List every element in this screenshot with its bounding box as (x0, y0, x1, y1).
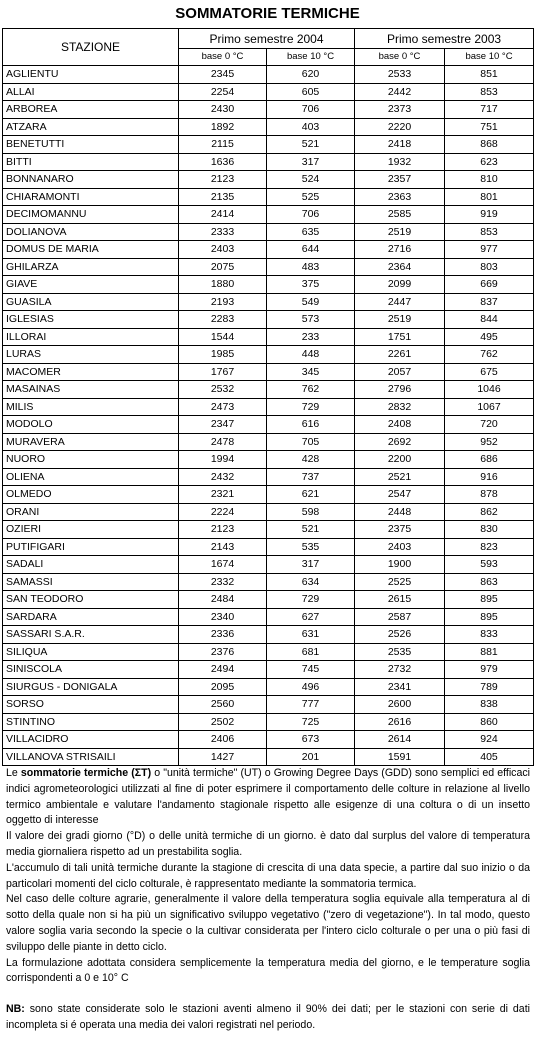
base0-2004-cell: 2254 (179, 83, 267, 101)
base10-2004-cell: 777 (267, 696, 355, 714)
table-row (3, 241, 534, 259)
station-name-cell: NUORO (3, 451, 179, 469)
base10-2004-cell: 705 (267, 433, 355, 451)
base0-2004-cell: 2336 (179, 626, 267, 644)
base0-2004-cell: 2494 (179, 661, 267, 679)
table-row (3, 451, 534, 469)
table-row (3, 153, 534, 171)
notes-p1-post: o "unità termiche" (UT) o Growing Degree Days (GDD) sono semplici ed efficaci indici agrometeorologici utilizzati al fine di poter esprimere il comportamento delle colture in relazione al livello termico ambientale e valutare l'andamento stagionale rispetto alle esigenze di una coltura o di un insetto oggetto di interesse (6, 767, 531, 827)
base0-2003-cell: 1932 (355, 153, 445, 171)
notes-paragraph-5: La formulazione adottata considera semplicemente la temperatura media del giorno, e le temperature soglia corrispondenti a 0 e 10° C (6, 956, 530, 985)
base10-2003-cell: 830 (445, 521, 534, 539)
base10-2004-cell: 524 (267, 171, 355, 189)
table-row (3, 643, 534, 661)
station-name-cell: DECIMOMANNU (3, 206, 179, 224)
station-name-cell: SASSARI S.A.R. (3, 626, 179, 644)
base0-2004-cell: 1767 (179, 363, 267, 381)
table-row (3, 626, 534, 644)
base10-2003-cell: 803 (445, 258, 534, 276)
base10-2004-cell: 428 (267, 451, 355, 469)
base0-2003-cell: 2408 (355, 416, 445, 434)
base0-2004-cell: 2403 (179, 241, 267, 259)
base10-2003-cell: 669 (445, 276, 534, 294)
base10-2003-cell: 878 (445, 486, 534, 504)
notes-nb-paragraph (6, 1002, 530, 1034)
base10-2004-cell: 737 (267, 468, 355, 486)
table-row (3, 731, 534, 749)
table-row (3, 713, 534, 731)
base10-2003-cell: 853 (445, 223, 534, 241)
table-row (3, 381, 534, 399)
base10-2004-cell: 345 (267, 363, 355, 381)
table-row (3, 136, 534, 154)
base0-2003-cell: 2533 (355, 66, 445, 84)
base10-2003-cell: 1067 (445, 398, 534, 416)
notes-paragraph-2: Il valore dei gradi giorno (°D) o delle unità termiche di un giorno. è dato dal surplus del valore di temperatura media giornaliera rispetto ad un prestabilita soglia. (6, 830, 530, 858)
base10-2004-cell: 635 (267, 223, 355, 241)
base10-2003-cell: 833 (445, 626, 534, 644)
base10-2003-cell: 801 (445, 188, 534, 206)
base0-2004-cell: 2193 (179, 293, 267, 311)
base10-2004-cell: 725 (267, 713, 355, 731)
base10-2004-cell: 627 (267, 608, 355, 626)
station-name-cell: ORANI (3, 503, 179, 521)
base0-2004-cell: 2123 (179, 521, 267, 539)
table-row (3, 171, 534, 189)
base0-2003-cell: 2057 (355, 363, 445, 381)
table-row (3, 696, 534, 714)
table-row (3, 83, 534, 101)
base10-2003-cell: 675 (445, 363, 534, 381)
base10-2004-cell: 620 (267, 66, 355, 84)
notes-p1-pre: Le (6, 767, 21, 779)
base10-2003-cell: 495 (445, 328, 534, 346)
period-2004-header: Primo semestre 2004 (179, 29, 355, 49)
station-name-cell: SAN TEODORO (3, 591, 179, 609)
base0-2004-cell: 1636 (179, 153, 267, 171)
base0-2004-cell: 2115 (179, 136, 267, 154)
base0-2004-cell: 1674 (179, 556, 267, 574)
base10-2004-cell: 375 (267, 276, 355, 294)
notes-nb-label: NB: (6, 1003, 25, 1016)
base0-2004-cell: 1427 (179, 748, 267, 766)
station-name-cell: MACOMER (3, 363, 179, 381)
base0-2003-cell: 2261 (355, 346, 445, 364)
station-name-cell: GUASILA (3, 293, 179, 311)
base10-2003-cell: 686 (445, 451, 534, 469)
base0-2003-cell: 2200 (355, 451, 445, 469)
base10-2004-cell: 535 (267, 538, 355, 556)
base10-2003-cell: 720 (445, 416, 534, 434)
base10-2004-cell: 317 (267, 556, 355, 574)
base0-2003-header: base 0 °C (355, 49, 445, 66)
base10-2004-cell: 644 (267, 241, 355, 259)
base10-2004-cell: 621 (267, 486, 355, 504)
base10-2004-cell: 616 (267, 416, 355, 434)
notes-section (6, 766, 530, 1034)
base0-2004-cell: 2347 (179, 416, 267, 434)
base0-2004-cell: 2502 (179, 713, 267, 731)
base0-2004-cell: 2432 (179, 468, 267, 486)
base0-2003-cell: 2616 (355, 713, 445, 731)
base10-2003-cell: 823 (445, 538, 534, 556)
base0-2003-cell: 2585 (355, 206, 445, 224)
base0-2004-cell: 2473 (179, 398, 267, 416)
base0-2003-cell: 2220 (355, 118, 445, 136)
base0-2003-cell: 1751 (355, 328, 445, 346)
table-row (3, 188, 534, 206)
base10-2003-cell: 844 (445, 311, 534, 329)
period-2003-header: Primo semestre 2003 (355, 29, 534, 49)
base0-2004-cell: 1880 (179, 276, 267, 294)
base10-2004-cell: 233 (267, 328, 355, 346)
station-name-cell: IGLESIAS (3, 311, 179, 329)
station-name-cell: MODOLO (3, 416, 179, 434)
base0-2004-cell: 2484 (179, 591, 267, 609)
base10-2003-cell: 789 (445, 678, 534, 696)
base0-2003-cell: 2373 (355, 101, 445, 119)
base10-2004-cell: 521 (267, 136, 355, 154)
station-name-cell: STINTINO (3, 713, 179, 731)
base0-2004-cell: 2333 (179, 223, 267, 241)
base0-2004-cell: 2135 (179, 188, 267, 206)
base10-2003-cell: 405 (445, 748, 534, 766)
base0-2004-cell: 2283 (179, 311, 267, 329)
station-name-cell: SILIQUA (3, 643, 179, 661)
table-row (3, 328, 534, 346)
notes-paragraph-3: L'accumulo di tali unità termiche durante la stagione di crescita di una data specie, a partire dal suo inizio o da particolari momenti del ciclo colturale, è rappresentato mediante la sommatoria termica. (6, 861, 530, 890)
table-row (3, 118, 534, 136)
table-row (3, 398, 534, 416)
base10-2003-cell: 717 (445, 101, 534, 119)
table-row (3, 468, 534, 486)
base10-2003-cell: 924 (445, 731, 534, 749)
base0-2003-cell: 2341 (355, 678, 445, 696)
base10-2003-cell: 623 (445, 153, 534, 171)
base10-2003-cell: 979 (445, 661, 534, 679)
base0-2003-cell: 2525 (355, 573, 445, 591)
base10-2003-cell: 837 (445, 293, 534, 311)
base0-2004-cell: 2095 (179, 678, 267, 696)
table-header-row-periods (3, 29, 534, 49)
station-name-cell: SADALI (3, 556, 179, 574)
base0-2003-cell: 2692 (355, 433, 445, 451)
base0-2004-cell: 2414 (179, 206, 267, 224)
base10-2003-cell: 895 (445, 591, 534, 609)
base10-2004-cell: 573 (267, 311, 355, 329)
base10-2003-cell: 868 (445, 136, 534, 154)
base0-2003-cell: 2600 (355, 696, 445, 714)
base0-2003-cell: 1900 (355, 556, 445, 574)
base10-2004-cell: 448 (267, 346, 355, 364)
notes-p1-bold-term: sommatorie termiche (20, 767, 129, 779)
base0-2003-cell: 2519 (355, 311, 445, 329)
table-row (3, 433, 534, 451)
table-row (3, 258, 534, 276)
station-name-cell: SORSO (3, 696, 179, 714)
base0-2003-cell: 2448 (355, 503, 445, 521)
station-name-cell: OLIENA (3, 468, 179, 486)
base10-2004-cell: 729 (267, 591, 355, 609)
base0-2004-cell: 2332 (179, 573, 267, 591)
base10-2003-cell: 919 (445, 206, 534, 224)
base10-2004-cell: 605 (267, 83, 355, 101)
base0-2003-cell: 2716 (355, 241, 445, 259)
base0-2004-cell: 2478 (179, 433, 267, 451)
table-row (3, 223, 534, 241)
base10-2004-cell: 483 (267, 258, 355, 276)
base10-2004-cell: 762 (267, 381, 355, 399)
base0-2004-cell: 2532 (179, 381, 267, 399)
station-name-cell: SINISCOLA (3, 661, 179, 679)
station-name-cell: DOMUS DE MARIA (3, 241, 179, 259)
station-name-cell: ILLORAI (3, 328, 179, 346)
table-row (3, 206, 534, 224)
station-name-cell: MASAINAS (3, 381, 179, 399)
base10-2004-cell: 598 (267, 503, 355, 521)
base0-2004-cell: 1994 (179, 451, 267, 469)
base0-2004-cell: 2560 (179, 696, 267, 714)
table-row (3, 486, 534, 504)
thermal-sums-table (2, 28, 534, 766)
base0-2003-cell: 2587 (355, 608, 445, 626)
base0-2004-cell: 2345 (179, 66, 267, 84)
base0-2004-cell: 2224 (179, 503, 267, 521)
base0-2003-cell: 2521 (355, 468, 445, 486)
table-row (3, 416, 534, 434)
base10-2004-cell: 496 (267, 678, 355, 696)
base10-2003-cell: 860 (445, 713, 534, 731)
base10-2004-cell: 745 (267, 661, 355, 679)
notes-p1-symbol: (ΣT) (131, 767, 152, 779)
base0-2003-cell: 1591 (355, 748, 445, 766)
base0-2003-cell: 2535 (355, 643, 445, 661)
base0-2003-cell: 2615 (355, 591, 445, 609)
base10-2003-cell: 751 (445, 118, 534, 136)
base0-2003-cell: 2363 (355, 188, 445, 206)
station-name-cell: OZIERI (3, 521, 179, 539)
table-row (3, 66, 534, 84)
base0-2004-cell: 2376 (179, 643, 267, 661)
base10-2003-cell: 1046 (445, 381, 534, 399)
base10-2003-cell: 977 (445, 241, 534, 259)
base10-2003-cell: 881 (445, 643, 534, 661)
base10-2003-cell: 838 (445, 696, 534, 714)
notes-spacer (6, 987, 530, 1002)
base10-2004-cell: 681 (267, 643, 355, 661)
base10-2004-cell: 634 (267, 573, 355, 591)
base10-2004-cell: 729 (267, 398, 355, 416)
base10-2004-cell: 317 (267, 153, 355, 171)
base10-2003-cell: 853 (445, 83, 534, 101)
station-name-cell: CHIARAMONTI (3, 188, 179, 206)
base10-2003-cell: 863 (445, 573, 534, 591)
base0-2003-cell: 2547 (355, 486, 445, 504)
table-row (3, 678, 534, 696)
station-name-cell: OLMEDO (3, 486, 179, 504)
base0-2004-cell: 1892 (179, 118, 267, 136)
station-name-cell: DOLIANOVA (3, 223, 179, 241)
station-name-cell: BONNANARO (3, 171, 179, 189)
table-row (3, 276, 534, 294)
base0-2004-cell: 2123 (179, 171, 267, 189)
station-name-cell: VILLANOVA STRISAILI (3, 748, 179, 766)
base10-2004-header: base 10 °C (267, 49, 355, 66)
base10-2003-cell: 895 (445, 608, 534, 626)
base10-2004-cell: 403 (267, 118, 355, 136)
base0-2004-cell: 2430 (179, 101, 267, 119)
base10-2003-cell: 810 (445, 171, 534, 189)
base0-2004-cell: 2075 (179, 258, 267, 276)
base0-2003-cell: 2403 (355, 538, 445, 556)
table-row (3, 748, 534, 766)
station-name-cell: VILLACIDRO (3, 731, 179, 749)
base0-2004-cell: 2321 (179, 486, 267, 504)
station-name-cell: MURAVERA (3, 433, 179, 451)
table-row (3, 101, 534, 119)
station-name-cell: SIURGUS - DONIGALA (3, 678, 179, 696)
base10-2003-cell: 851 (445, 66, 534, 84)
base0-2003-cell: 2375 (355, 521, 445, 539)
table-row (3, 346, 534, 364)
station-name-cell: GHILARZA (3, 258, 179, 276)
base10-2004-cell: 549 (267, 293, 355, 311)
table-row (3, 538, 534, 556)
table-row (3, 503, 534, 521)
table-row (3, 311, 534, 329)
base10-2003-cell: 862 (445, 503, 534, 521)
base0-2003-cell: 2796 (355, 381, 445, 399)
base10-2004-cell: 525 (267, 188, 355, 206)
base10-2003-header: base 10 °C (445, 49, 534, 66)
table-body (3, 66, 534, 766)
station-name-cell: SARDARA (3, 608, 179, 626)
station-name-cell: PUTIFIGARI (3, 538, 179, 556)
base0-2003-cell: 2099 (355, 276, 445, 294)
base0-2003-cell: 2614 (355, 731, 445, 749)
station-name-cell: ARBOREA (3, 101, 179, 119)
base0-2003-cell: 2832 (355, 398, 445, 416)
table-row (3, 608, 534, 626)
base0-2004-cell: 2406 (179, 731, 267, 749)
base10-2003-cell: 952 (445, 433, 534, 451)
base0-2004-header: base 0 °C (179, 49, 267, 66)
station-name-cell: BENETUTTI (3, 136, 179, 154)
table-row (3, 363, 534, 381)
station-name-cell: BITTI (3, 153, 179, 171)
table-row (3, 591, 534, 609)
base0-2003-cell: 2519 (355, 223, 445, 241)
notes-paragraph-4: Nel caso delle colture agrarie, generalmente il valore della temperatura soglia equivale alla temperatura al di sotto della quale non si ha più un significativo sviluppo vegetativo ("zero di vegetazione"). In tal modo, questo valore soglia varia secondo la specie o la cultivar considerata per l'intero ciclo colturale o per una o più fasi di sviluppo delle piante in detto ciclo. (6, 893, 530, 953)
page-title: SOMMATORIE TERMICHE (175, 5, 360, 22)
table-row (3, 661, 534, 679)
base10-2004-cell: 706 (267, 101, 355, 119)
station-name-cell: SAMASSI (3, 573, 179, 591)
base10-2004-cell: 631 (267, 626, 355, 644)
table-row (3, 293, 534, 311)
notes-paragraph-1 (6, 766, 530, 829)
base10-2003-cell: 593 (445, 556, 534, 574)
base10-2004-cell: 521 (267, 521, 355, 539)
station-column-header: STAZIONE (3, 29, 179, 66)
base10-2003-cell: 916 (445, 468, 534, 486)
base0-2004-cell: 1985 (179, 346, 267, 364)
base0-2003-cell: 2442 (355, 83, 445, 101)
base0-2004-cell: 2340 (179, 608, 267, 626)
station-name-cell: LURAS (3, 346, 179, 364)
table-row (3, 573, 534, 591)
notes-nb-text: sono state considerate solo le stazioni aventi almeno il 90% dei dati; per le stazioni con serie di dati incompleta si é operata una media dei valori registrati nel periodo. (6, 1003, 530, 1031)
station-name-cell: ATZARA (3, 118, 179, 136)
table-row (3, 521, 534, 539)
base0-2003-cell: 2418 (355, 136, 445, 154)
station-name-cell: GIAVE (3, 276, 179, 294)
base10-2004-cell: 201 (267, 748, 355, 766)
base0-2003-cell: 2364 (355, 258, 445, 276)
base10-2004-cell: 673 (267, 731, 355, 749)
base0-2004-cell: 1544 (179, 328, 267, 346)
table-row (3, 556, 534, 574)
base0-2003-cell: 2526 (355, 626, 445, 644)
base10-2004-cell: 706 (267, 206, 355, 224)
base0-2003-cell: 2357 (355, 171, 445, 189)
base0-2004-cell: 2143 (179, 538, 267, 556)
station-name-cell: ALLAI (3, 83, 179, 101)
base0-2003-cell: 2447 (355, 293, 445, 311)
base10-2003-cell: 762 (445, 346, 534, 364)
station-name-cell: AGLIENTU (3, 66, 179, 84)
base0-2003-cell: 2732 (355, 661, 445, 679)
station-name-cell: MILIS (3, 398, 179, 416)
